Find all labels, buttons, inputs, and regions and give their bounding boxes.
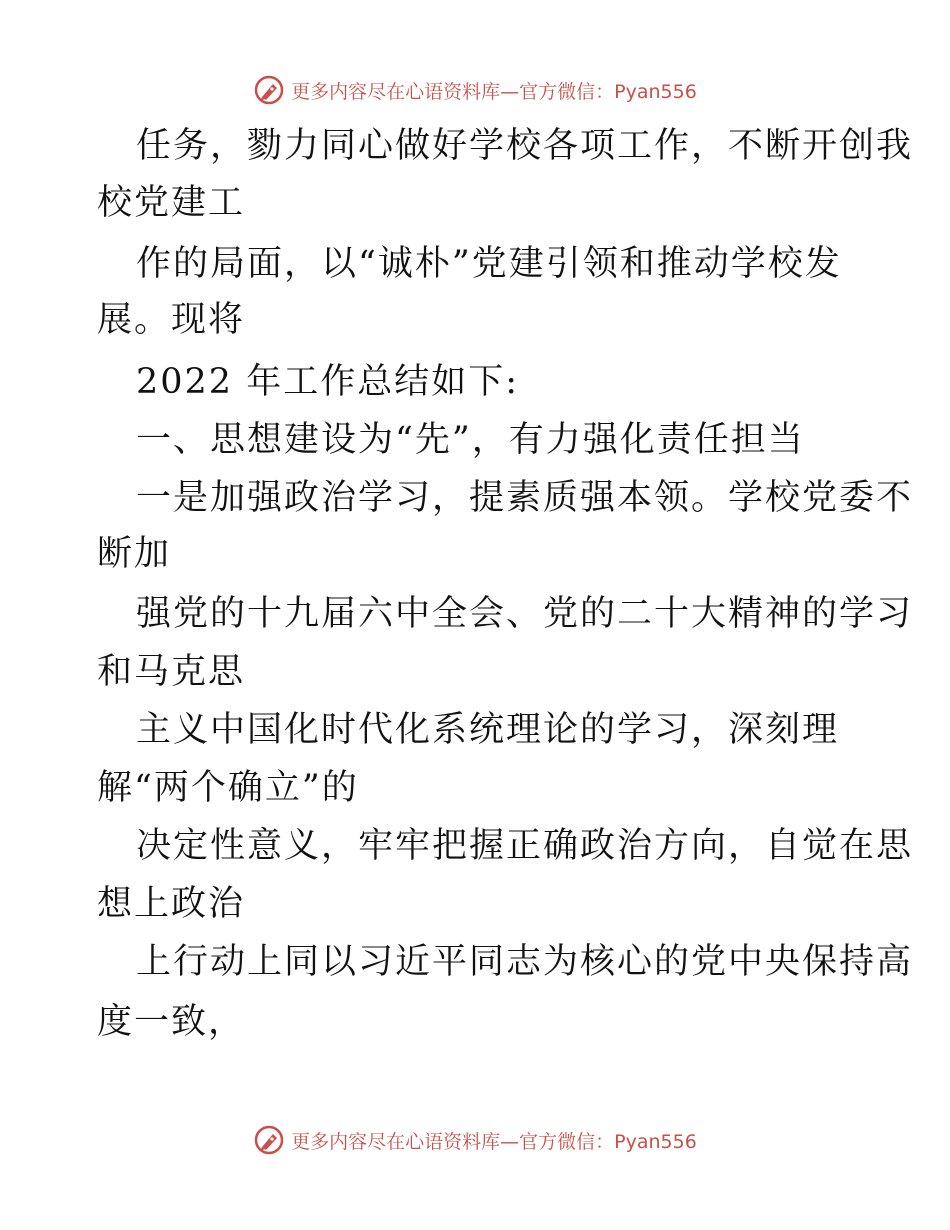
- body-line: 一是加强政治学习，提素质强本领。学校党委不: [136, 478, 914, 518]
- body-line: 上行动上同以习近平同志为核心的党中央保持高: [136, 942, 914, 982]
- body-line: 想上政治: [97, 884, 246, 924]
- section-heading: 一、思想建设为“先”，有力强化责任担当: [136, 420, 805, 460]
- body-line: 和马克思: [97, 652, 246, 692]
- footer-watermark-banner: [0, 1120, 950, 1160]
- body-line: 2022 年工作总结如下:: [136, 362, 519, 402]
- footer-watermark-text: 更多内容尽在心语资料库—官方微信：Pyan556: [291, 1130, 697, 1153]
- pen-nib-logo-icon: [253, 1124, 285, 1156]
- body-line: 校党建工: [97, 183, 246, 223]
- body-line: 解“两个确立”的: [97, 768, 359, 808]
- body-line: 展。现将: [97, 300, 246, 340]
- body-line: 主义中国化时代化系统理论的学习，深刻理: [136, 710, 840, 750]
- body-line: 作的局面，以“诚朴”党建引领和推动学校发: [136, 244, 842, 284]
- body-line: 任务，勠力同心做好学校各项工作，不断开创我: [136, 126, 914, 166]
- header-watermark-banner: [0, 70, 950, 110]
- body-line: 断加: [97, 534, 172, 574]
- body-line: 决定性意义，牢牢把握正确政治方向，自觉在思: [136, 826, 914, 866]
- body-line: 度一致，: [97, 1002, 246, 1042]
- header-watermark-text: 更多内容尽在心语资料库—官方微信：Pyan556: [291, 80, 697, 103]
- pen-nib-logo-icon: [253, 74, 285, 106]
- body-line: 强党的十九届六中全会、党的二十大精神的学习: [136, 594, 914, 634]
